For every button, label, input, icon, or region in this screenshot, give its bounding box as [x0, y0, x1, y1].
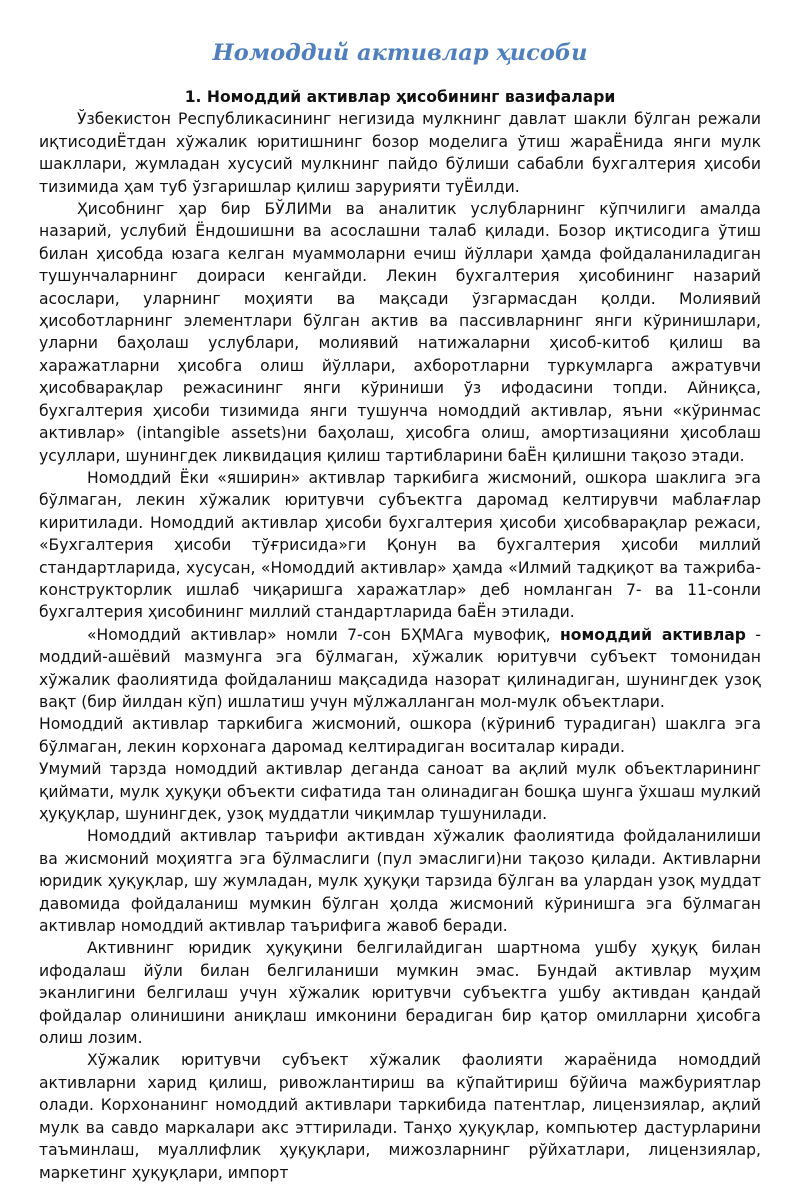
- paragraph-8: Активнинг юридик ҳуқуқини белгилайдиган шартнома ушбу ҳуқуқ билан ифодалаш йўли билан белгиланиши мумкин эмас. Бундай активлар муҳим эканлигини белгилаш учун хўжалик юритувчи субъектга ушбу активдан қандай фойдалар олинишини аниқлаш имконини берадиган бир қатор омилларни ҳисобга олиш лозим.: [39, 939, 761, 1048]
- paragraph-1: Ўзбекистон Республикасининг негизида мулкнинг давлат шакли бўлган режали иқтисодиЁтдан хўжалик юритишнинг бозор моделига ўтиш жараЁнида янги мулк шакллари, жумладан хусусий мулкнинг пайдо бўлиши сабабли бухгалтерия ҳисоби тизимида ҳам туб ўзгаришлар қилиш зарурияти туЁилди.: [39, 110, 761, 196]
- document-title: Номоддий активлар ҳисоби: [212, 40, 588, 66]
- paragraph-7: Номоддий активлар таърифи активдан хўжалик фаолиятида фойдаланилиши ва жисмоний моҳиятга эга бўлмаслиги (пул эмаслиги)ни тақозо қилади. Активларни юридик ҳуқуқлар, шу жумладан, мулк ҳуқуқи тарзида бўлган ва улардан узоқ муддат давомида фойдаланиш мумкин бўлган ҳолда жисмоний кўринишга эга бўлмаган активлар номоддий активлар таърифига жавоб беради.: [39, 827, 761, 936]
- paragraph-6: Умумий тарзда номоддий активлар деганда саноат ва ақлий мулк объектларининг қиймати, мулк ҳуқуқи объекти сифатида тан олинадиган бошқа шунга ўхшаш мулкий ҳуқуқлар, шунингдек, узоқ муддатли чиқимлар тушунилади.: [39, 760, 761, 823]
- document-page: [39, 36, 761, 1184]
- term-bold: номоддий активлар: [560, 625, 746, 644]
- paragraph-4-lead: «Номоддий активлар» номли 7-сон БҲМАга мувофиқ,: [87, 625, 561, 644]
- paragraph-3: Номоддий Ёки «яширин» активлар таркибига жисмоний, ошкора шаклига эга бўлмаган, лекин хўжалик юритувчи субъектга даромад келтирувчи маблағлар киритилади. Номоддий активлар ҳисоби бухгалтерия ҳисоби ҳисобварақлар режаси, «Бухгалтерия ҳисоби тўғрисида»ги Қонун ва бухгалтерия ҳисоби миллий стандартларида, хусусан, «Номоддий активлар» ҳамда «Илмий тадқиқот ва тажриба-конструкторлик ишлаб чиқаришга харажатлар» деб номланган 7- ва 11-сонли бухгалтерия ҳисобининг миллий стандартларида баЁн этилади.: [39, 468, 761, 622]
- section-heading: 1. Номоддий активлар ҳисобининг вазифалари: [184, 88, 616, 106]
- paragraph-4-rest: - моддий-ашёвий мазмунга эга бўлмаган, хўжалик юритувчи субъект томонидан хўжалик фаолиятида фойдаланиш мақсадида назорат қилинадиган, шунингдек узоқ вақт (бир йилдан кўп) ишлатиш учун мўлжалланган мол-мулк объектлари.: [39, 625, 761, 711]
- paragraph-5: Номоддий активлар таркибига жисмоний, ошкора (кўриниб турадиган) шаклга эга бўлмаган, лекин корхонага даромад келтирадиган воситалар киради.: [39, 715, 761, 756]
- paragraph-2: Ҳисобнинг ҳар бир БЎЛИМи ва аналитик услубларнинг кўпчилиги амалда назарий, услубий Ёндошишни ва асослашни талаб қилади. Бозор иқтисодига ўтиш билан ҳисобда юзага келган муаммоларни ечиш йўллари ҳамда фойдаланиладиган тушунчаларнинг доираси кенгайди. Лекин бухгалтерия ҳисобининг назарий асослари, уларнинг моҳияти ва мақсади ўзгармасдан қолди. Молиявий ҳисоботларнинг элементлари бўлган актив ва пассивларнинг янги кўринишлари, уларни баҳолаш услублари, молиявий натижаларни ҳисоб-китоб қилиш ва харажатларни ҳисобга олиш йўллари, ахборотларни туркумларга ажратувчи ҳисобварақлар режасининг янги кўриниши ўз ифодасини топди. Айниқса, бухгалтерия ҳисоби тизимида янги тушунча номоддий активлар, яъни «кўринмас активлар» (intangible assets)ни баҳолаш, ҳисобга олиш, амортизацияни ҳисоблаш усуллари, шунингдек ликвидация қилиш тартибларини баЁн қилишни тақозо этади.: [39, 200, 761, 465]
- paragraph-4: [39, 624, 761, 714]
- paragraph-9: Хўжалик юритувчи субъект хўжалик фаолияти жараёнида номоддий активларни харид қилиш, ривожлантириш ва кўпайтириш бўйича мажбуриятлар олади. Корхонанинг номоддий активлари таркибида патентлар, лицензиялар, ақлий мулк ва савдо маркалари акс эттирилади. Танҳо ҳуқуқлар, компьютер дастурларини таъминлаш, муаллифлик ҳуқуқлари, мижозларнинг рўйхатлари, лицензиялар, маркетинг ҳуқуқлари, импорт: [39, 1051, 761, 1182]
